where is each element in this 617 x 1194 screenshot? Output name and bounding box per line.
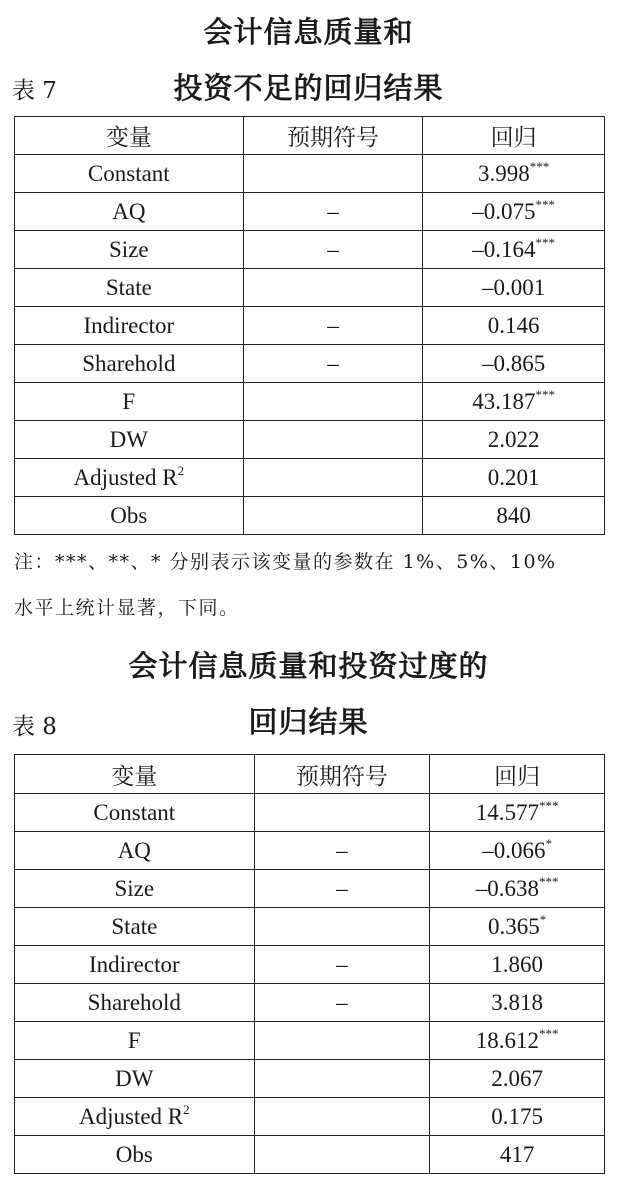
expected-sign-cell: – bbox=[243, 345, 423, 383]
table8-title-line1: 会计信息质量和投资过度的 bbox=[128, 649, 489, 683]
significance-stars: *** bbox=[535, 386, 555, 402]
variable-cell bbox=[15, 1136, 255, 1174]
coefficient-cell bbox=[430, 946, 605, 984]
variable-name: Constant bbox=[87, 160, 170, 186]
expected-sign-cell bbox=[254, 908, 430, 946]
coefficient-cell bbox=[430, 1022, 605, 1060]
coefficient-cell bbox=[423, 231, 605, 269]
significance-stars: *** bbox=[535, 196, 555, 212]
table-row bbox=[15, 832, 605, 870]
coefficient-cell bbox=[423, 345, 605, 383]
variable-cell bbox=[15, 794, 255, 832]
significance-stars: *** bbox=[538, 873, 559, 889]
variable-cell bbox=[15, 832, 255, 870]
variable-cell bbox=[15, 231, 244, 269]
variable-cell bbox=[15, 345, 244, 383]
expected-sign-cell bbox=[243, 497, 423, 535]
coefficient-value: 2.022 bbox=[487, 426, 540, 452]
variable-cell bbox=[15, 459, 244, 497]
coefficient-value: –0.638 bbox=[475, 875, 539, 901]
note-line2: 水平上统计显著，下同。 bbox=[14, 597, 240, 619]
variable-name: Indirector bbox=[88, 951, 180, 977]
coefficient-cell bbox=[423, 383, 605, 421]
coefficient-cell bbox=[423, 155, 605, 193]
coefficient-cell bbox=[430, 832, 605, 870]
variable-cell bbox=[15, 984, 255, 1022]
variable-cell bbox=[15, 155, 244, 193]
table8-label: 表 8 bbox=[12, 714, 57, 740]
variable-name: Obs bbox=[115, 1141, 153, 1167]
variable-name: Size bbox=[109, 236, 149, 262]
variable-cell bbox=[15, 421, 244, 459]
header-variable: 变量 bbox=[15, 755, 255, 794]
coefficient-value: 43.187 bbox=[472, 388, 536, 414]
variable-name: DW bbox=[115, 1065, 154, 1091]
coefficient-cell bbox=[430, 1136, 605, 1174]
expected-sign-cell bbox=[254, 1136, 430, 1174]
significance-stars: *** bbox=[535, 234, 555, 250]
variable-cell bbox=[15, 1060, 255, 1098]
coefficient-cell bbox=[430, 794, 605, 832]
variable-cell bbox=[15, 383, 244, 421]
coefficient-cell bbox=[423, 497, 605, 535]
coefficient-cell bbox=[430, 870, 605, 908]
coefficient-cell bbox=[430, 908, 605, 946]
variable-name: Obs bbox=[110, 502, 148, 528]
coefficient-value: 14.577 bbox=[475, 799, 539, 825]
variable-cell bbox=[15, 1022, 255, 1060]
coefficient-cell bbox=[423, 269, 605, 307]
table-row bbox=[15, 307, 605, 345]
coefficient-cell bbox=[423, 307, 605, 345]
variable-superscript: 2 bbox=[177, 462, 185, 478]
table-row bbox=[15, 946, 605, 984]
variable-name: Size bbox=[114, 875, 155, 901]
coefficient-cell bbox=[423, 459, 605, 497]
header-expected-sign: 预期符号 bbox=[254, 755, 430, 794]
coefficient-value: –0.001 bbox=[481, 274, 546, 300]
table7-label: 表 7 bbox=[12, 78, 57, 104]
expected-sign-cell bbox=[254, 1060, 430, 1098]
coefficient-cell bbox=[423, 193, 605, 231]
expected-sign-cell bbox=[254, 1022, 430, 1060]
header-regression: 回归 bbox=[430, 755, 605, 794]
coefficient-value: 0.365 bbox=[487, 913, 540, 939]
expected-sign-cell: – bbox=[254, 984, 430, 1022]
table8-title-line2: 回归结果 bbox=[248, 705, 369, 739]
header-expected-sign: 预期符号 bbox=[243, 117, 423, 155]
header-variable: 变量 bbox=[15, 117, 244, 155]
table7-title-line1: 会计信息质量和 bbox=[203, 15, 414, 49]
coefficient-value: 417 bbox=[499, 1141, 535, 1167]
table-row bbox=[15, 1136, 605, 1174]
variable-cell bbox=[15, 870, 255, 908]
table-row bbox=[15, 421, 605, 459]
table-row bbox=[15, 1060, 605, 1098]
variable-superscript: 2 bbox=[183, 1101, 190, 1117]
coefficient-value: –0.075 bbox=[472, 198, 536, 224]
expected-sign-cell: – bbox=[254, 832, 430, 870]
coefficient-value: –0.164 bbox=[472, 236, 536, 262]
table-row bbox=[15, 794, 605, 832]
expected-sign-cell bbox=[243, 459, 423, 497]
coefficient-value: 3.998 bbox=[477, 160, 530, 186]
table-row bbox=[15, 231, 605, 269]
table-row bbox=[15, 345, 605, 383]
variable-cell bbox=[15, 269, 244, 307]
variable-cell bbox=[15, 307, 244, 345]
table-row bbox=[15, 870, 605, 908]
expected-sign-cell: – bbox=[254, 870, 430, 908]
variable-cell bbox=[15, 908, 255, 946]
table-row bbox=[15, 908, 605, 946]
expected-sign-cell bbox=[254, 794, 430, 832]
significance-stars: * bbox=[545, 835, 552, 851]
table-row bbox=[15, 383, 605, 421]
expected-sign-cell: – bbox=[243, 307, 423, 345]
expected-sign-cell: – bbox=[243, 231, 423, 269]
coefficient-cell bbox=[430, 984, 605, 1022]
variable-cell bbox=[15, 946, 255, 984]
coefficient-value: 2.067 bbox=[491, 1065, 543, 1091]
variable-cell bbox=[15, 193, 244, 231]
note-line1: 注：***、**、* 分别表示该变量的参数在 1%、5%、10% bbox=[14, 551, 557, 573]
table-row bbox=[15, 155, 605, 193]
variable-cell bbox=[15, 1098, 255, 1136]
variable-name: State bbox=[111, 913, 158, 939]
coefficient-value: 0.146 bbox=[487, 312, 540, 338]
expected-sign-cell: – bbox=[243, 193, 423, 231]
header-regression: 回归 bbox=[423, 117, 605, 155]
variable-name: State bbox=[105, 274, 152, 300]
variable-name: AQ bbox=[117, 837, 151, 863]
variable-name: Constant bbox=[93, 799, 176, 825]
variable-cell bbox=[15, 497, 244, 535]
coefficient-value: –0.865 bbox=[481, 350, 546, 376]
significance-stars: * bbox=[539, 911, 547, 927]
significance-stars: *** bbox=[538, 1025, 559, 1041]
variable-name: Sharehold bbox=[82, 350, 176, 376]
coefficient-cell bbox=[423, 421, 605, 459]
variable-name: DW bbox=[109, 426, 148, 452]
coefficient-value: 1.860 bbox=[491, 951, 543, 977]
table-row bbox=[15, 269, 605, 307]
expected-sign-cell bbox=[243, 269, 423, 307]
coefficient-value: –0.066 bbox=[482, 837, 546, 863]
coefficient-value: 840 bbox=[496, 502, 531, 528]
expected-sign-cell bbox=[243, 155, 423, 193]
significance-stars: *** bbox=[529, 158, 550, 174]
table-row bbox=[15, 497, 605, 535]
variable-name: AQ bbox=[112, 198, 146, 224]
variable-name: Sharehold bbox=[87, 989, 181, 1015]
expected-sign-cell bbox=[254, 1098, 430, 1136]
table-row bbox=[15, 1098, 605, 1136]
coefficient-value: 3.818 bbox=[491, 989, 543, 1015]
table7-title-line2: 投资不足的回归结果 bbox=[173, 71, 444, 105]
table8 bbox=[14, 754, 605, 1174]
variable-name: Indirector bbox=[83, 312, 175, 338]
table7 bbox=[14, 116, 605, 535]
coefficient-cell bbox=[430, 1060, 605, 1098]
variable-name: Adjusted R bbox=[78, 1103, 184, 1129]
expected-sign-cell: – bbox=[254, 946, 430, 984]
variable-name: Adjusted R bbox=[73, 464, 178, 490]
table-row bbox=[15, 459, 605, 497]
table-row bbox=[15, 1022, 605, 1060]
expected-sign-cell bbox=[243, 383, 423, 421]
expected-sign-cell bbox=[243, 421, 423, 459]
variable-name: F bbox=[127, 1027, 141, 1053]
significance-stars: *** bbox=[538, 797, 559, 813]
coefficient-value: 0.175 bbox=[491, 1103, 543, 1129]
coefficient-value: 18.612 bbox=[475, 1027, 539, 1053]
coefficient-value: 0.201 bbox=[487, 464, 540, 490]
variable-name: F bbox=[122, 388, 136, 414]
table-row bbox=[15, 984, 605, 1022]
table-row bbox=[15, 193, 605, 231]
coefficient-cell bbox=[430, 1098, 605, 1136]
